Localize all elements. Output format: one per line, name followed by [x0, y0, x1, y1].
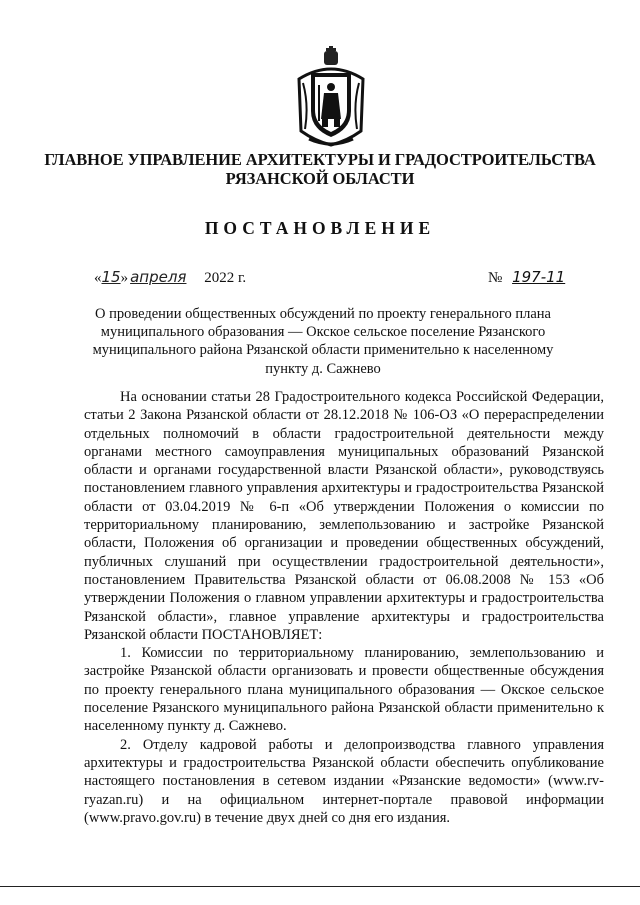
document-subject: О проведении общественных обсуждений по проекту генерального плана муниципального образования — Окское сельское поселение Рязанского муниципального района Рязанской области применительно к населенному пункту д. Сажнево [92, 306, 554, 377]
org-line-1: ГЛАВНОЕ УПРАВЛЕНИЕ АРХИТЕКТУРЫ И ГРАДОСТРОИТЕЛЬСТВА [44, 150, 596, 169]
item-1-paragraph: 1. Комиссии по территориальному планированию, землепользованию и застройке Рязанской области организовать и провести общественные обсуждения по проекту генерального плана муниципального образования — Окское сельское поселение Рязанского муниципального района Рязанской области применительно к населенному пункту д. Сажнево. [84, 645, 604, 735]
item-2-paragraph: 2. Отделу кадровой работы и делопроизводства главного управления архитектуры и градостроительства Рязанской области обеспечить опубликование настоящего постановления в сетевом издании «Рязанские ведомости» (www.rv-ryazan.ru) и на официальном интернет-портале правовой информации (www.pravo.gov.ru) в течение двух дней со дня его издания. [84, 736, 604, 826]
date-open-quote: « [94, 270, 102, 286]
page-bottom-divider [0, 886, 640, 887]
date-month: апреля [130, 268, 187, 286]
date-day: 15 [101, 268, 121, 286]
document-type-title: ПОСТАНОВЛЕНИЕ [204, 218, 436, 238]
org-line-2: РЯЗАНСКОЙ ОБЛАСТИ [225, 169, 415, 188]
organization-name [40, 150, 600, 188]
document-body [84, 388, 604, 827]
number-value: 197-11 [512, 268, 566, 286]
coat-of-arms-emblem [295, 45, 367, 155]
document-date: «15» апреля 2022 г. [94, 268, 247, 286]
number-sign: № [488, 270, 503, 286]
preamble-paragraph: На основании статьи 28 Градостроительного кодекса Российской Федерации, статьи 2 Закона Рязанской области от 28.12.2018 № 106-ОЗ «О перераспределении отдельных полномочий в области градостроительной деятельности между органами местного самоуправления муниципальных образований Рязанской области и органами государственной власти Рязанской области», руководствуясь постановлением главного управления архитектуры и градостроительства Рязанской области от 03.04.2019 № 6-п «Об утверждении Положения о комиссии по территориальному планированию, землепользованию и застройке Рязанской области, Положения об организации и проведении общественных обсуждений, публичных слушаний при осуществлении градостроительной деятельности», постановлением Правительства Рязанской области от 06.08.2008 № 153 «Об утверждении Положения о главном управлении архитектуры и градостроительства Рязанской области», главное управление архитектуры и градостроительства Рязанской области ПОСТАНОВЛЯЕТ: [84, 389, 604, 643]
document-number [488, 268, 565, 287]
date-year: 2022 г. [204, 270, 247, 286]
